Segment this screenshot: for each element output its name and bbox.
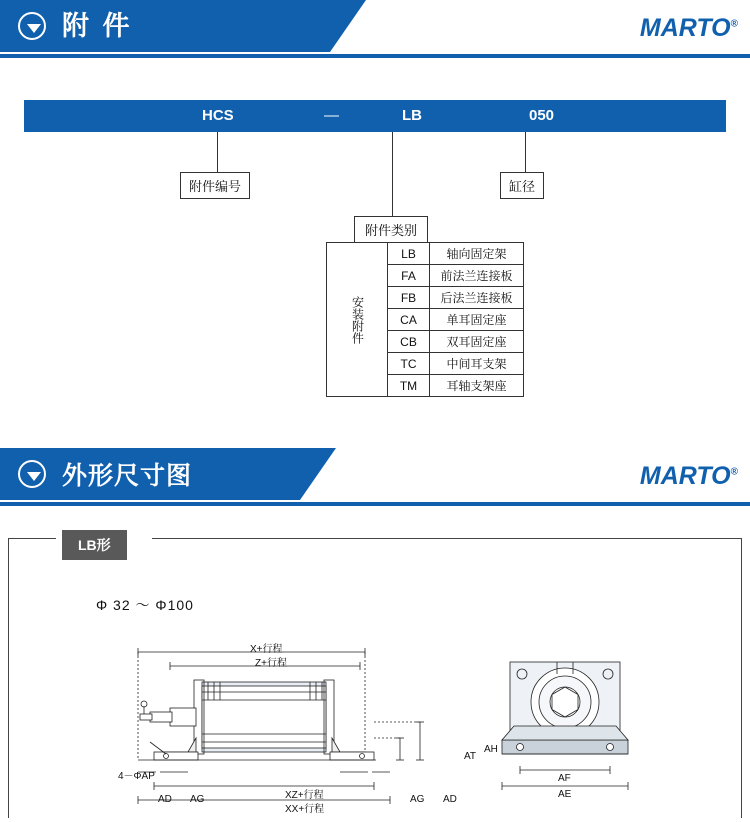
header-underline — [0, 502, 750, 506]
accessory-type-block — [326, 216, 524, 397]
dim-hole: 4－ΦAP — [118, 771, 155, 782]
dim-ag-right: AG — [410, 794, 425, 805]
code-part-series: HCS — [202, 107, 234, 124]
bore-range-label: Φ 32 ～ Φ100 — [96, 597, 194, 613]
callout-bore: 缸径 — [500, 172, 544, 199]
dim-ae: AE — [558, 789, 572, 800]
type-desc: 单耳固定座 — [430, 309, 524, 331]
section-header-dimensions — [0, 448, 750, 506]
brand-name: MARTO — [639, 14, 731, 42]
type-code: CA — [388, 309, 430, 331]
leader-line-accessory-number — [217, 132, 218, 172]
drawing-tag-lb: LB形 — [62, 530, 127, 560]
brand-reg: ® — [730, 18, 738, 30]
header-slant — [300, 448, 336, 500]
accessory-type-header: 附件类别 — [354, 216, 428, 243]
dim-x-stroke: X+行程 — [250, 644, 283, 655]
code-part-type: LB — [402, 107, 422, 124]
code-part-dash: — — [324, 107, 339, 124]
section-title: 外形尺寸图 — [62, 462, 193, 490]
brand-name: MARTO — [639, 462, 731, 490]
dim-ad-left: AD — [158, 794, 172, 805]
model-code-bar — [24, 100, 726, 132]
dim-xx-stroke: XX+行程 — [285, 804, 325, 815]
type-desc: 轴向固定架 — [430, 243, 524, 265]
section-header-accessories — [0, 0, 750, 58]
triangle-down-icon — [18, 12, 46, 40]
leader-line-accessory-type — [392, 132, 393, 216]
dim-z-stroke: Z+行程 — [255, 658, 287, 669]
type-code: TC — [388, 353, 430, 375]
dim-at: AT — [464, 751, 477, 762]
dim-ad-right: AD — [443, 794, 457, 805]
cylinder-dimension-drawing — [110, 630, 750, 822]
dim-af: AF — [558, 773, 571, 784]
callout-accessory-number: 附件编号 — [180, 172, 250, 199]
header-bar — [0, 0, 330, 52]
dim-ah: AH — [484, 744, 498, 755]
leader-line-bore — [525, 132, 526, 172]
type-desc: 后法兰连接板 — [430, 287, 524, 309]
type-desc: 双耳固定座 — [430, 331, 524, 353]
type-code: CB — [388, 331, 430, 353]
header-slant — [330, 0, 366, 52]
type-code: FB — [388, 287, 430, 309]
dim-xz-stroke: XZ+行程 — [285, 790, 324, 801]
brand-logo — [640, 14, 738, 43]
group-label-cell: 安装附件 — [327, 243, 388, 397]
dim-ag-left: AG — [190, 794, 205, 805]
brand-reg: ® — [730, 466, 738, 478]
brand-logo — [640, 462, 738, 491]
type-code: FA — [388, 265, 430, 287]
code-part-bore: 050 — [529, 107, 555, 124]
type-desc: 中间耳支架 — [430, 353, 524, 375]
table-row — [327, 243, 524, 265]
triangle-down-icon — [18, 460, 46, 488]
header-underline — [0, 54, 750, 58]
type-desc: 耳轴支架座 — [430, 375, 524, 397]
type-code: LB — [388, 243, 430, 265]
accessory-type-table — [326, 242, 524, 397]
section-title: 附 件 — [62, 11, 133, 41]
type-code: TM — [388, 375, 430, 397]
type-desc: 前法兰连接板 — [430, 265, 524, 287]
